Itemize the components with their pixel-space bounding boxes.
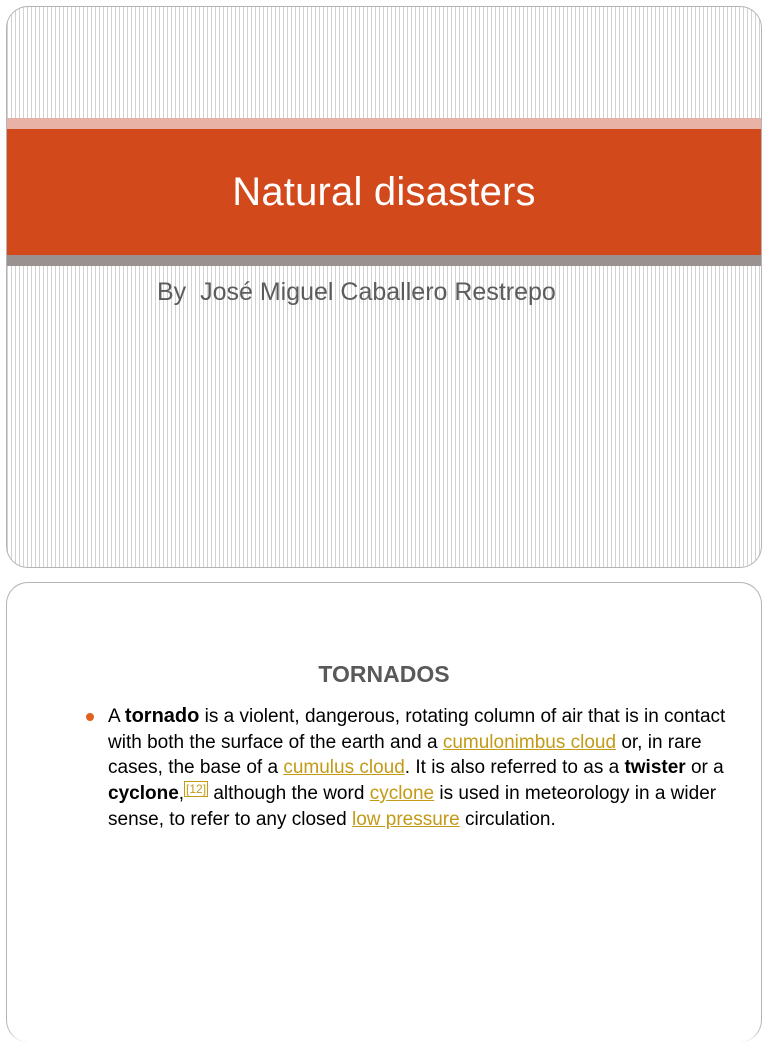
title-band — [7, 129, 761, 255]
text-run: A — [108, 706, 125, 727]
text-run: or, in rare cases, the base of a — [108, 731, 702, 779]
bullet-item — [83, 704, 733, 833]
bullet-list — [83, 704, 733, 833]
link-low-pressure[interactable]: low pressure — [351, 808, 460, 830]
text-run: although the word — [208, 783, 370, 805]
accent-band-bottom — [7, 255, 761, 266]
bold-term-twister: twister — [624, 757, 686, 779]
text-run: is a violent, dangerous, rotating column of air that is in contact with both the surface of the earth and a — [108, 706, 726, 753]
content-slide — [6, 582, 762, 1042]
reference-link[interactable]: [12] — [186, 782, 207, 797]
title-slide — [6, 6, 762, 568]
bold-term-cyclone: cyclone — [108, 783, 179, 805]
slide-title: Natural disasters — [232, 169, 536, 214]
text-run: . It is also referred to as a — [404, 757, 625, 779]
link-cyclone[interactable]: cyclone — [369, 783, 435, 805]
text-run: , — [178, 783, 185, 805]
text-run: is used in meteorology in a wider sense, to refer to any closed — [108, 783, 717, 830]
accent-band-top — [7, 118, 761, 129]
slide-heading: TORNADOS — [318, 661, 450, 687]
text-run: or a — [685, 757, 724, 779]
bold-term-tornado: tornado — [124, 705, 200, 727]
link-cumulus-cloud[interactable]: cumulus cloud — [283, 757, 405, 779]
slide-subtitle: By José Miguel Caballero Restrepo — [157, 278, 556, 306]
link-cumulonimbus-cloud[interactable]: cumulonimbus cloud — [442, 731, 617, 753]
text-run: circulation. — [459, 808, 556, 830]
bullet-dot-icon — [86, 713, 94, 721]
